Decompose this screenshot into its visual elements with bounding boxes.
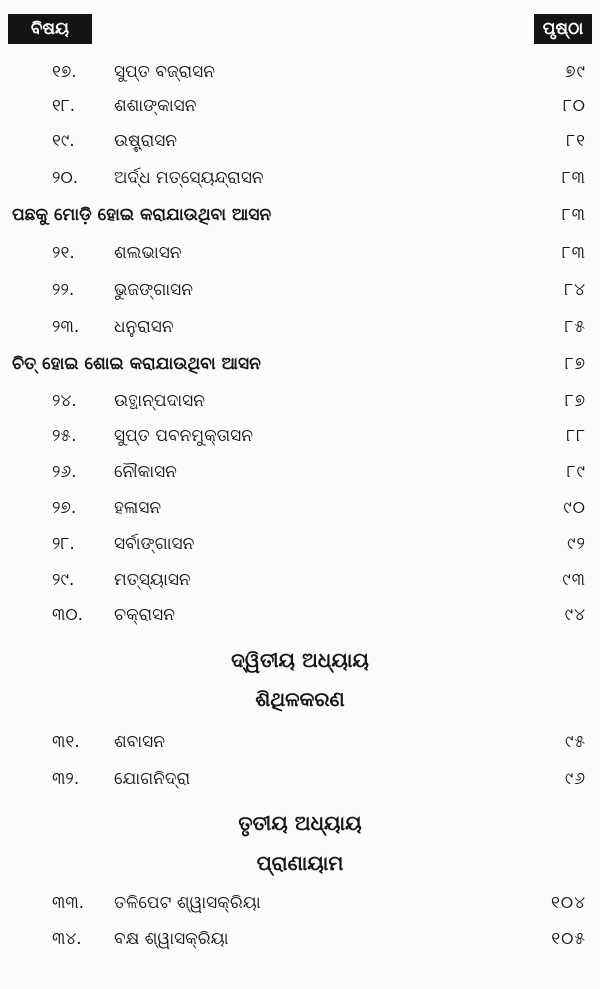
entry-title: ଭୁଜଙ୍ଗାସନ: [114, 280, 193, 300]
entry-number: ୩୨.: [52, 769, 80, 789]
entry-number: ୧୮.: [52, 96, 76, 116]
entry-page: ୧୦୫: [551, 929, 586, 949]
entry-title: ମତ୍ସ୍ୟାସନ: [114, 570, 191, 590]
chapter-title: ଦ୍ୱିତୀୟ ଅଧ୍ୟାୟ: [231, 648, 369, 672]
section-page: ୮୩: [561, 205, 586, 225]
toc-entry: [0, 310, 600, 344]
entry-title: ଶବାସନ: [114, 732, 165, 752]
toc-entry: [0, 55, 600, 89]
toc-entry: [0, 455, 600, 489]
entry-title: ଅର୍ଦ୍ଧ ମତ୍ସ୍ୟେନ୍ଦ୍ରାସନ: [114, 168, 264, 188]
entry-page: ୮୮: [566, 426, 586, 446]
entry-page: ୧୦୪: [550, 893, 586, 913]
toc-entry: [0, 236, 600, 270]
entry-title: ନୌକାସନ: [114, 462, 177, 482]
entry-number: ୨୬.: [52, 462, 77, 482]
entry-page: ୮୯: [566, 462, 586, 482]
toc-entry: [0, 161, 600, 195]
entry-title: ବକ୍ଷ ଶ୍ୱାସକ୍ରିୟା: [114, 929, 229, 949]
entry-page: ୯୨: [567, 534, 586, 554]
entry-number: ୨୫.: [52, 426, 77, 446]
toc-entry: [0, 89, 600, 123]
section-page: ୮୭: [564, 354, 586, 374]
entry-page: ୮୧: [566, 131, 586, 151]
entry-number: ୨୧.: [52, 243, 75, 263]
entry-page: ୯୩: [562, 570, 586, 590]
chapter-subtitle: ଶିଥିଳକରଣ: [255, 687, 345, 711]
toc-entry: [0, 273, 600, 307]
section-title: ଚିତ୍ ହୋଇ ଶୋଇ କରାଯାଉଥିବା ଆସନ: [12, 354, 261, 374]
entry-title: ତଳିପେଟ ଶ୍ୱାସକ୍ରିୟା: [114, 893, 261, 913]
entry-number: ୩୦.: [52, 605, 84, 625]
entry-page: ୮୫: [564, 317, 586, 337]
toc-entry: [0, 922, 600, 956]
entry-number: ୨୯.: [52, 570, 75, 590]
entry-title: ସର୍ବାଙ୍ଗାସନ: [114, 534, 195, 554]
entry-number: ୩୪.: [52, 929, 82, 949]
toc-entry: [0, 598, 600, 632]
toc-section-heading: [0, 198, 600, 232]
entry-title: ଶଶାଙ୍କାସନ: [114, 96, 197, 116]
entry-title: ହଳାସନ: [114, 498, 162, 518]
entry-title: ଚକ୍ରାସନ: [114, 605, 175, 625]
entry-number: ୧୯.: [52, 131, 75, 151]
entry-number: ୨୩.: [52, 317, 80, 337]
entry-page: ୯୦: [563, 498, 586, 518]
entry-title: ସୁପ୍ତ ବଜ୍ରାସନ: [114, 62, 215, 82]
entry-page: ୮୩: [561, 168, 586, 188]
entry-number: ୩୩.: [52, 893, 85, 913]
header-subject: ବିଷୟ: [8, 14, 92, 44]
header-page: ପୃଷ୍ଠା: [534, 14, 592, 44]
entry-title: ଯୋଗନିଦ୍ରା: [114, 769, 191, 789]
toc-entry: [0, 419, 600, 453]
toc-entry: [0, 762, 600, 796]
entry-page: ୯୬: [564, 769, 586, 789]
entry-number: ୨୨.: [52, 280, 75, 300]
entry-number: ୨୭.: [52, 498, 77, 518]
toc-entry: [0, 563, 600, 597]
toc-entry: [0, 384, 600, 418]
entry-title: ଶଲଭାସନ: [114, 243, 182, 263]
entry-page: ୮୩: [561, 243, 586, 263]
entry-page: ୭୯: [565, 62, 586, 82]
toc-entry: [0, 886, 600, 920]
entry-page: ୮୪: [564, 280, 586, 300]
entry-page: ୮୭: [564, 391, 586, 411]
toc-entry: [0, 124, 600, 158]
section-title: ପଛକୁ ମୋଡ଼ି ହୋଇ କରାଯାଉଥିବା ଆସନ: [12, 205, 272, 225]
toc-entry: [0, 491, 600, 525]
entry-title: ଧନୁରାସନ: [114, 317, 174, 337]
entry-number: ୨୮.: [52, 534, 75, 554]
entry-page: ୯୫: [564, 732, 586, 752]
toc-entry: [0, 725, 600, 759]
entry-title: ଉଷ୍ଟ୍ରାସନ: [114, 131, 178, 151]
entry-number: ୨୪.: [52, 391, 77, 411]
entry-number: ୧୭.: [52, 62, 77, 82]
entry-number: ୩୧.: [52, 732, 80, 752]
chapter-subtitle: ପ୍ରାଣାୟାମ: [256, 851, 344, 875]
toc-section-heading: [0, 347, 600, 381]
entry-page: ୮୦: [562, 96, 586, 116]
entry-number: ୨୦.: [52, 168, 79, 188]
entry-title: ଉତ୍ଥାନ୍‌ପଦାସନ: [114, 391, 205, 411]
chapter-title: ତୃତୀୟ ଅଧ୍ୟାୟ: [238, 811, 362, 835]
entry-title: ସୁପ୍ତ ପବନମୁକ୍ତାସନ: [114, 426, 253, 446]
toc-entry: [0, 527, 600, 561]
entry-page: ୯୪: [564, 605, 586, 625]
